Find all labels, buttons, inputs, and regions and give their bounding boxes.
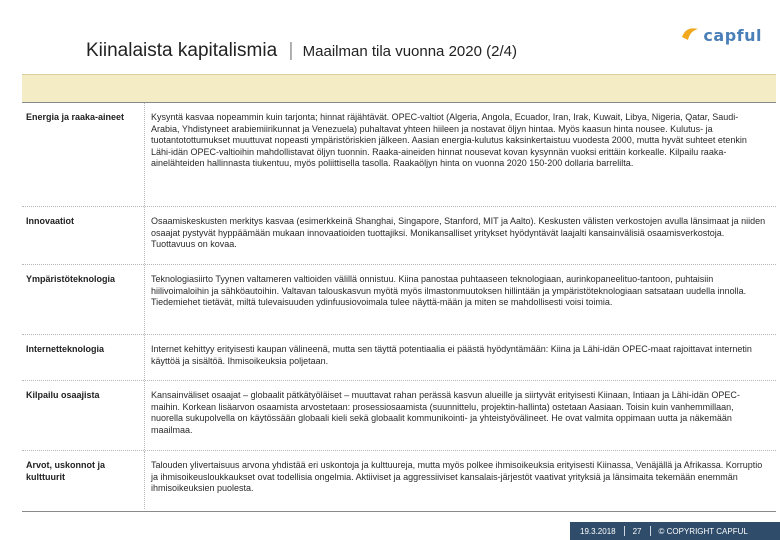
row-text: Osaamiskeskusten merkitys kasvaa (esimerkkeinä Shanghai, Singapore, Stanford, MIT ja Aalto). Keskusten välisten verkostojen avulla länsimaat ja niiden osaajat pystyvät hyppäämään mukaan innovaatioiden tuottajiksi. Monikansalliset yritykset hyödyntävät laajalti kansainvälisiä osaamisverkostoja. Tuottavuus on kovaa. xyxy=(144,207,776,264)
table-row xyxy=(22,381,776,451)
row-label: Arvot, uskonnot ja kulttuurit xyxy=(26,460,106,482)
title-separator: | xyxy=(288,40,294,61)
page-title xyxy=(86,40,517,62)
logo-swoosh-icon xyxy=(679,24,701,46)
footer-copyright: © COPYRIGHT CAPFUL xyxy=(658,526,748,536)
table-row xyxy=(22,265,776,335)
table-row xyxy=(22,207,776,265)
table-header-band xyxy=(22,74,776,103)
title-text: Kiinalaista kapitalismia xyxy=(86,40,278,61)
row-label: Innovaatiot xyxy=(26,216,75,226)
row-text: Kysyntä kasvaa nopeammin kuin tarjonta; hinnat räjähtävät. OPEC-valtiot (Algeria, Angola, Ecuador, Iran, Irak, Kuwait, Libya, Nigeria, Qatar, Saudi-Arabia, Yhdistyneet arabiemiirikunnat ja Venezuela) puhaltavat yhteen hiileen ja nostavat öljyn hintaa. Myös kaasun hinta nousee. Kulutus- ja tuotantotottumukset muuttuvat nopeasti ympäristöriskien jälkeen. Aasian energia-kulutus kaksinkertaistuu vuodesta 2000, mutta hyvät suhteet etenkin Lähi-idän OPEC-valtioihin mahdollistavat öljyn tuonnin. Raaka-aineiden hinnat nousevat kovan kysynnän vuoksi erittäin korkealle. Kilpailu raaka-ainelähteiden hallinnasta tiukentuu, myös poliittisella tasolla. Raakaöljyn hinta on vuonna 2020 150-200 dollaria barrelilta. xyxy=(144,103,776,206)
row-label: Kilpailu osaajista xyxy=(26,390,100,400)
slide-header xyxy=(0,0,780,74)
row-text: Kansainväliset osaajat – globaalit pätkätyöläiset – muuttavat rahan perässä kasvun alueille ja siirtyvät erityisesti Kiinaan, Intiaan ja Lähi-idän OPEC-maihin. Korkean lisäarvon osaamista arvostetaan: prosessiosaamista (suunnittelu, projektin-hallinta) ostetaan Aasiaan. Toisin kuin vanhemmillaan, nuorella sukupolvella on käytössään globaali kieli sekä globaalit kommunikointi- ja yhteistyövälineet. He ovat valmita oppimaan uutta ja näkemään maailmaa. xyxy=(144,381,776,450)
row-text: Internet kehittyy erityisesti kaupan välineenä, mutta sen täyttä potentiaalia ei päästä hyödyntämään: Kiina ja Lähi-idän OPEC-maat rajoittavat internetin käyttöä ja sisältöä. Ihmisoikeuksia poljetaan. xyxy=(144,335,776,380)
content-table xyxy=(22,102,776,512)
page-number: 27 xyxy=(632,526,642,536)
row-text: Teknologiasiirto Tyynen valtameren valtioiden välillä onnistuu. Kiina panostaa puhtaaseen teknologiaan, aurinkopaneelituo-tantoon, puhtaisiin hiilivoimaloihin ja sähköautoihin. Valtavan talouskasvun myötä myös ilmastonmuutoksen hillintään ja ympäristöteknologiaan satsataan uudella innolla. Tiedemiehet tietävät, miltä tulevaisuuden ydinfuusiovoimala tulee näyttä-mään ja miten se mahdollisesti voisi toimia. xyxy=(144,265,776,334)
subtitle-text: Maailman tila vuonna 2020 (2/4) xyxy=(302,43,517,60)
footer-divider xyxy=(624,526,625,536)
table-row xyxy=(22,103,776,207)
row-text: Talouden ylivertaisuus arvona yhdistää eri uskontoja ja kulttuureja, mutta myös polkee ihmisoikeuksia erityisesti Kiinassa, Venäjällä ja Afrikassa. Korruptio ja ihmisoikeusloukkaukset ovat todellisia ongelmia. Aktiiviset ja aggressiiviset kansalais-järjestöt vaativat yrityksiä ja länsimaita tekemään enemmän ihmisoikeuksien puolesta. xyxy=(144,451,776,509)
row-label: Energia ja raaka-aineet xyxy=(26,112,125,122)
table-row xyxy=(22,451,776,509)
table-row xyxy=(22,335,776,381)
row-label: Internetteknologia xyxy=(26,344,105,354)
slide-footer xyxy=(570,522,780,540)
footer-divider xyxy=(650,526,651,536)
capful-logo xyxy=(672,20,762,50)
row-label: Ympäristöteknologia xyxy=(26,274,116,284)
footer-date: 19.3.2018 xyxy=(580,526,616,536)
logo-text: capful xyxy=(703,25,762,45)
